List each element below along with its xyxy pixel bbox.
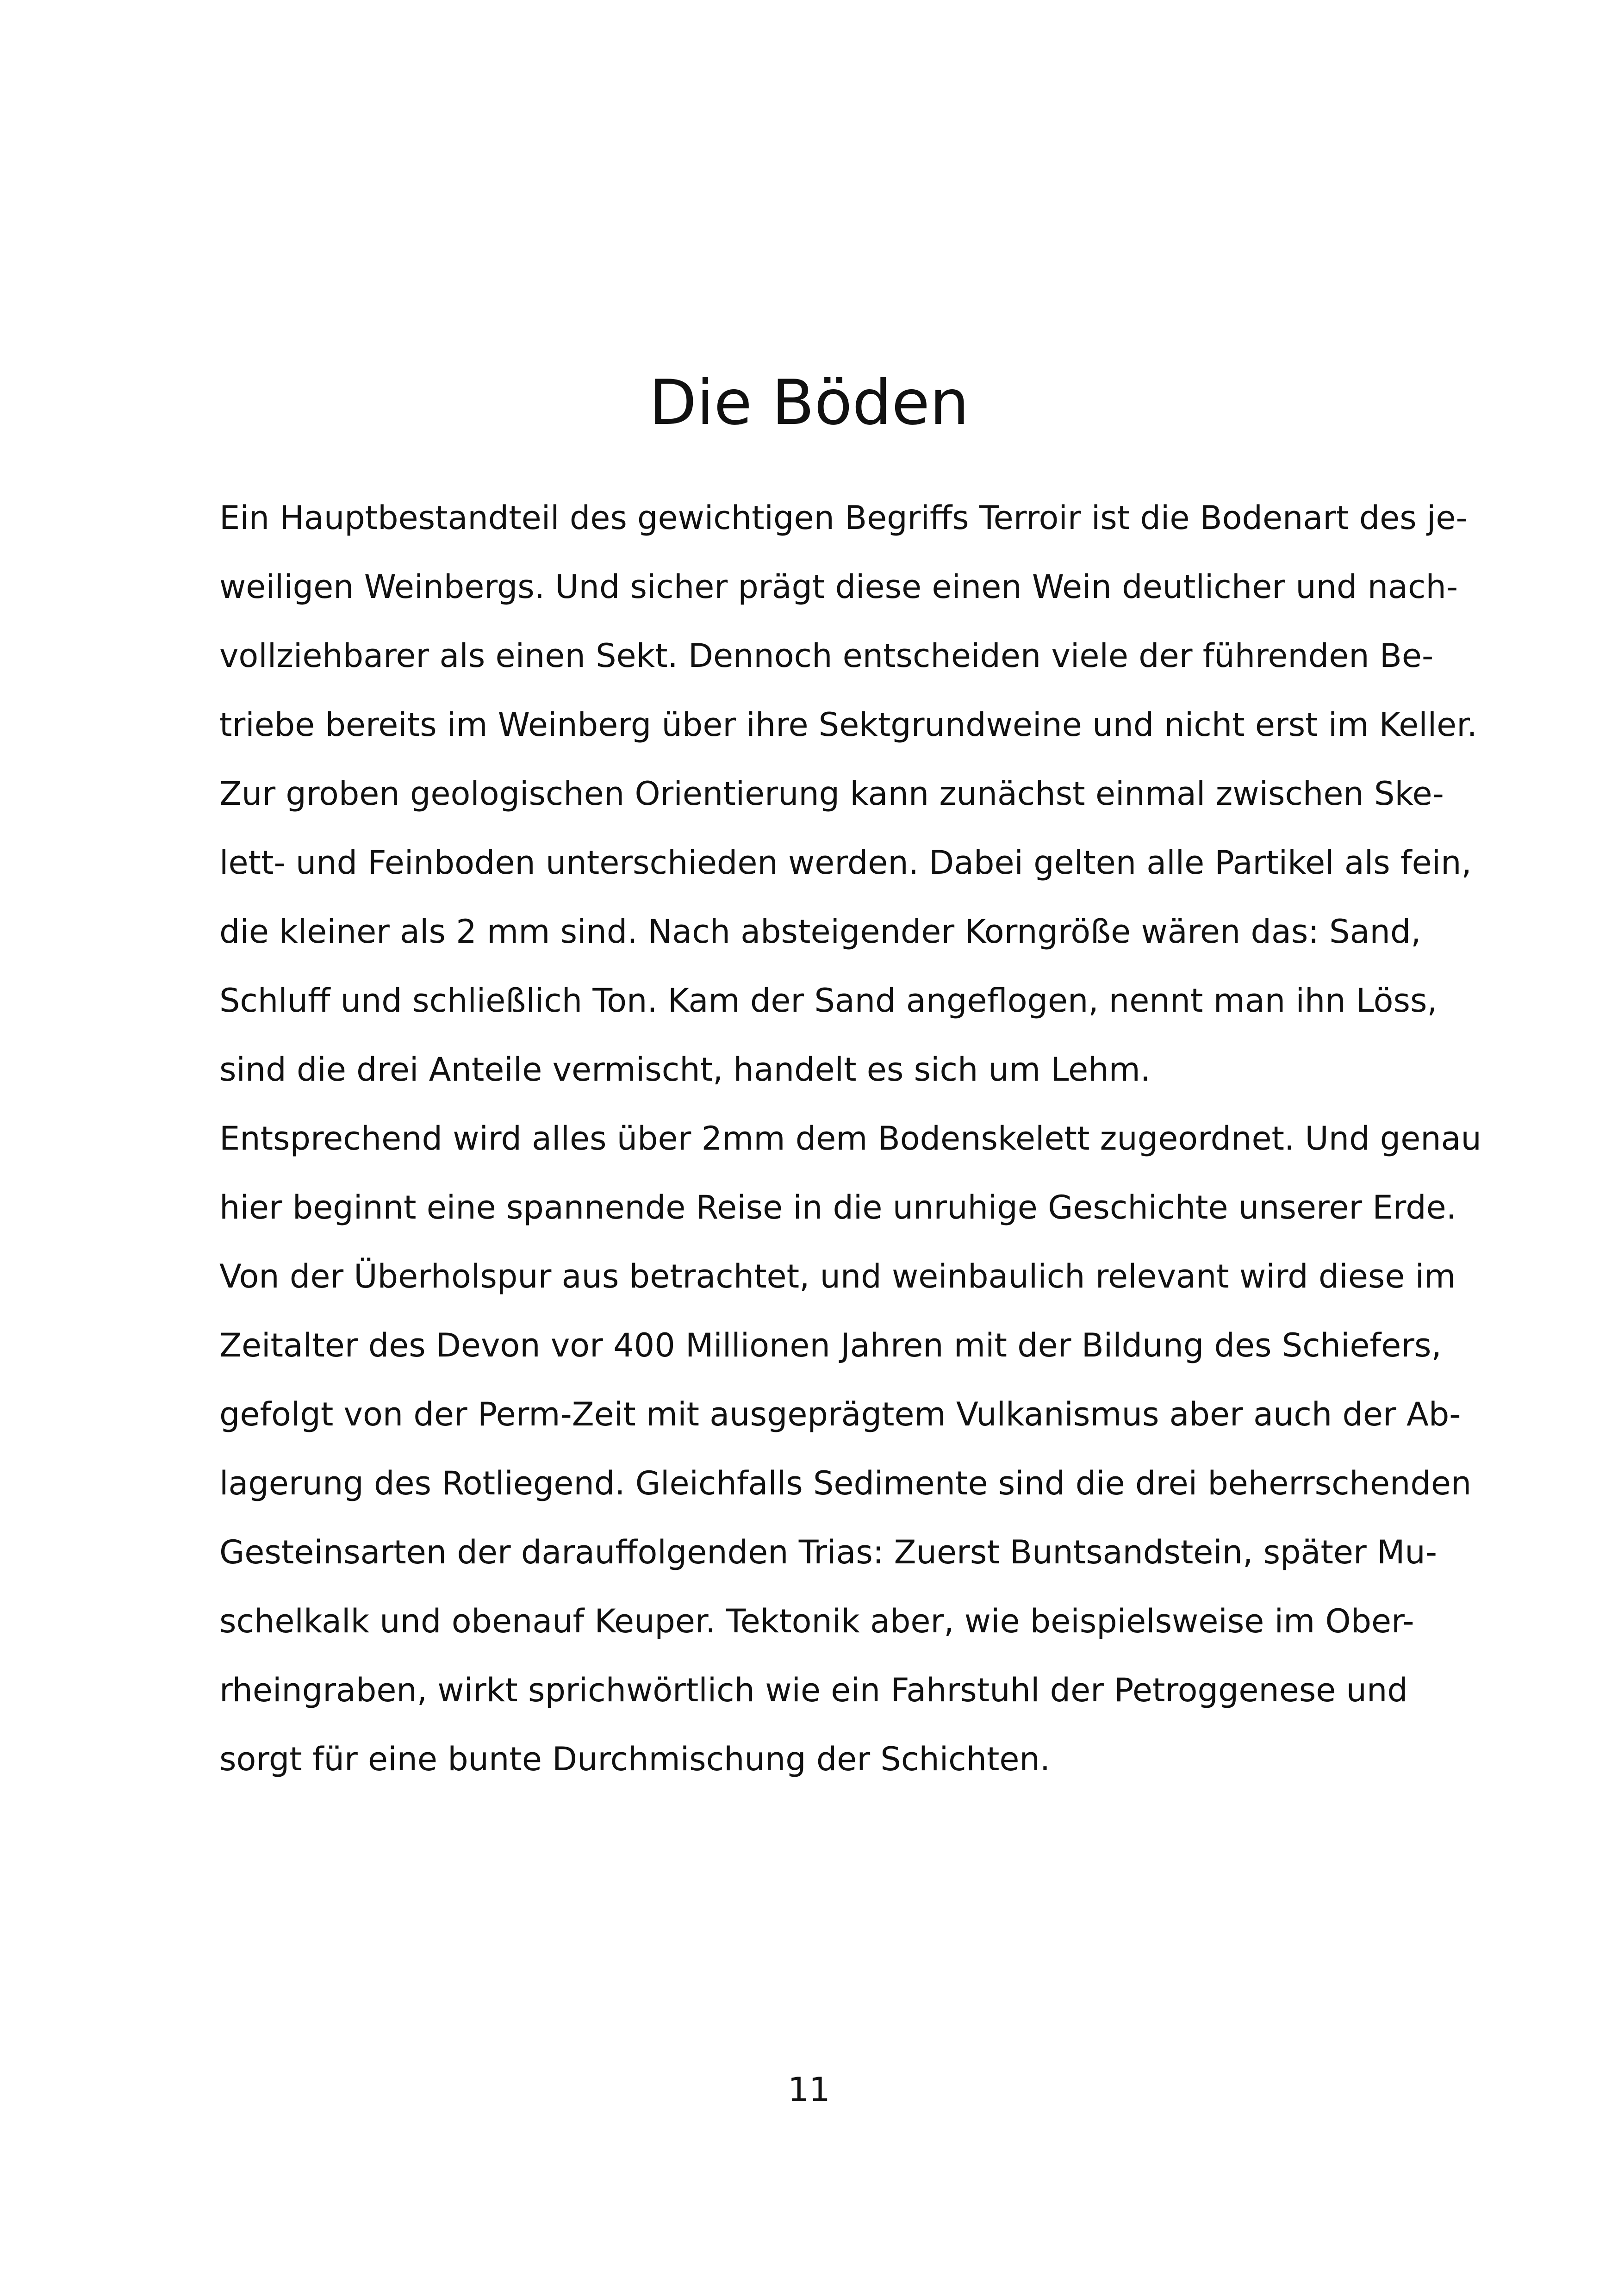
text-line: sind die drei Anteile vermischt, handelt es sich um Lehm. (219, 1051, 1151, 1089)
text-line: Zeitalter des Devon vor 400 Millionen Jahren mit der Bildung des Schiefers, (219, 1326, 1442, 1364)
text-line: Ein Hauptbestandteil des gewichtigen Begriffs Terroir ist die Bodenart des je- (219, 499, 1468, 537)
text-line: gefolgt von der Perm-Zeit mit ausgeprägtem Vulkanismus aber auch der Ab- (219, 1395, 1461, 1433)
page-title: Die Böden (649, 367, 969, 439)
text-line: lett- und Feinboden unterschieden werden. Dabei gelten alle Partikel als fein, (219, 844, 1472, 882)
text-line: triebe bereits im Weinberg über ihre Sektgrundweine und nicht erst im Keller. (219, 706, 1477, 744)
text-line: schelkalk und obenauf Keuper. Tektonik aber, wie beispielsweise im Ober- (219, 1602, 1414, 1640)
text-line: die kleiner als 2 mm sind. Nach absteigender Korngröße wären das: Sand, (219, 913, 1421, 951)
text-line: Schluff und schließlich Ton. Kam der Sand angeflogen, nennt man ihn Löss, (219, 982, 1438, 1020)
text-line: Gesteinsarten der darauffolgenden Trias: Zuerst Buntsandstein, später Mu- (219, 1533, 1438, 1571)
text-line: Von der Überholspur aus betrachtet, und weinbaulich relevant wird diese im (219, 1257, 1456, 1295)
page-number: 11 (788, 2070, 830, 2109)
text-line: weiligen Weinbergs. Und sicher prägt diese einen Wein deutlicher und nach- (219, 568, 1458, 606)
body-text (219, 484, 1481, 1794)
text-line: vollziehbarer als einen Sekt. Dennoch entscheiden viele der führenden Be- (219, 637, 1434, 675)
text-line: lagerung des Rotliegend. Gleichfalls Sedimente sind die drei beherrschenden (219, 1464, 1472, 1502)
text-line: sorgt für eine bunte Durchmischung der Schichten. (219, 1740, 1051, 1778)
text-line: hier beginnt eine spannende Reise in die unruhige Geschichte unserer Erde. (219, 1188, 1456, 1226)
text-line: rheingraben, wirkt sprichwörtlich wie ein Fahrstuhl der Petroggenese und (219, 1671, 1408, 1709)
text-line: Entsprechend wird alles über 2mm dem Bodenskelett zugeordnet. Und genau (219, 1120, 1481, 1157)
text-line: Zur groben geologischen Orientierung kann zunächst einmal zwischen Ske- (219, 775, 1444, 813)
